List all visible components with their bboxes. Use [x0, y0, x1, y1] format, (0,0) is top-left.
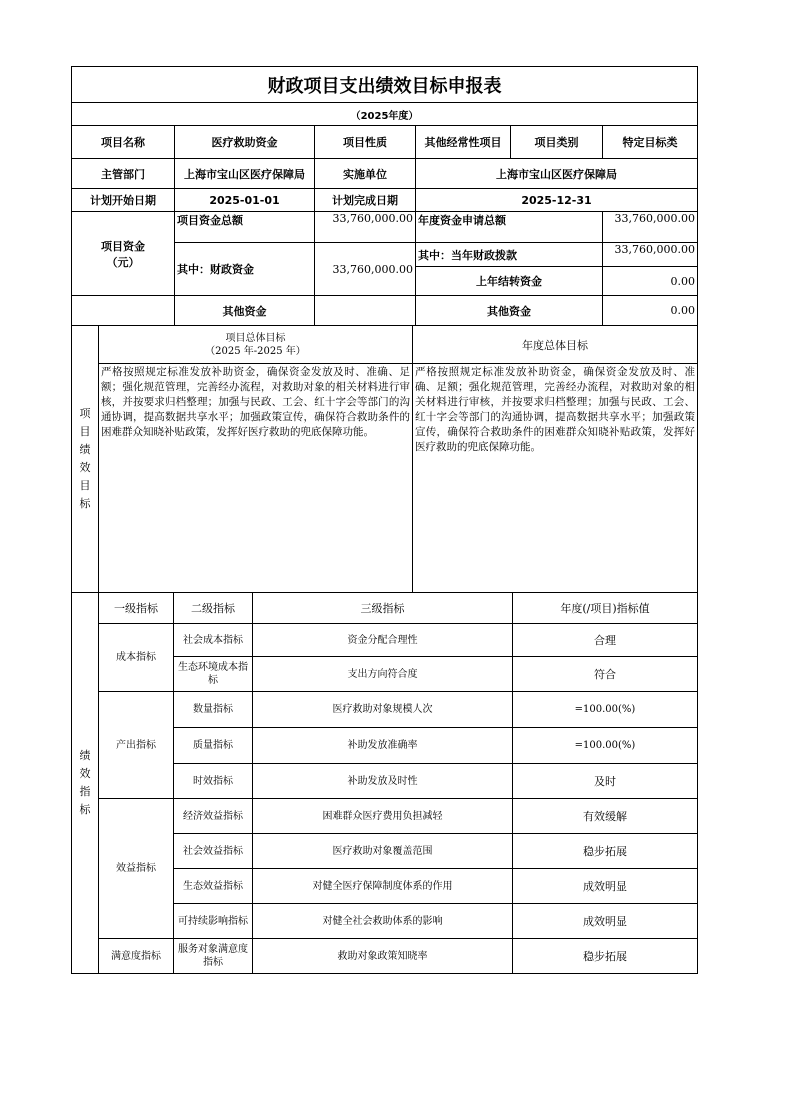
row-level3: 补助发放及时性	[253, 764, 513, 799]
header-level3: 三级指标	[253, 593, 513, 624]
project-name-value: 医疗救助资金	[175, 126, 315, 159]
goals-table	[71, 325, 698, 593]
other-funds-label: 其他资金	[175, 296, 315, 326]
overall-goal-period: （2025 年-2025 年）	[205, 345, 306, 357]
start-date-label: 计划开始日期	[72, 189, 175, 212]
row-level2: 生态环境成本指标	[174, 657, 253, 692]
overall-goal-text: 严格按照规定标准发放补助资金，确保资金发放及时、准确、足额；强化规范管理，完善经办流程，对救助对象的相关材料进行审核，并按要求归档整理；加强与民政、工会、红十字会等部门的沟通协调，提高数据共享水平；加强政策宣传，确保符合救助条件的困难群众知晓补贴政策，发挥好医疗救助的兜底保障功能。	[99, 364, 413, 593]
row-level3: 对健全医疗保障制度体系的作用	[253, 869, 513, 904]
annual-funds-label: 年度资金申请总额	[416, 212, 603, 243]
row-value: =100.00(%)	[513, 728, 698, 764]
row-level2: 生态效益指标	[174, 869, 253, 904]
row-value: 符合	[513, 657, 698, 692]
end-date-value: 2025-12-31	[416, 189, 698, 212]
performance-form	[71, 66, 697, 974]
row-value: 稳步拓展	[513, 834, 698, 869]
row-level2: 数量指标	[174, 692, 253, 728]
goals-section-label: 项目绩效目标	[72, 326, 99, 593]
row-level2: 可持续影响指标	[174, 904, 253, 939]
group-satisfaction: 满意度指标	[99, 939, 174, 974]
row-level2: 社会效益指标	[174, 834, 253, 869]
current-allocation-label: 其中：当年财政拨款	[416, 243, 603, 267]
fiscal-funds-value: 33,760,000.00	[315, 243, 416, 296]
other-funds-label-2: 其他资金	[416, 296, 603, 326]
project-category-label: 项目类别	[511, 126, 603, 159]
dept-label: 主管部门	[72, 159, 175, 189]
row-level2: 质量指标	[174, 728, 253, 764]
impl-label: 实施单位	[315, 159, 416, 189]
project-name-label: 项目名称	[72, 126, 175, 159]
row-value: 稳步拓展	[513, 939, 698, 974]
funds-label-line1: 项目资金	[101, 239, 145, 253]
indicators-table	[71, 592, 698, 974]
header-level2: 二级指标	[174, 593, 253, 624]
impl-value: 上海市宝山区医疗保障局	[416, 159, 698, 189]
row-value: 合理	[513, 624, 698, 657]
annual-goal-header: 年度总体目标	[413, 326, 698, 364]
group-cost: 成本指标	[99, 624, 174, 692]
header-value: 年度(/项目)指标值	[513, 593, 698, 624]
row-level3: 资金分配合理性	[253, 624, 513, 657]
form-year: （2025年度）	[72, 103, 698, 126]
project-nature-value: 其他经常性项目	[416, 126, 511, 159]
project-category-value: 特定目标类	[603, 126, 698, 159]
other-funds-value: 0.00	[603, 296, 698, 326]
row-level2: 社会成本指标	[174, 624, 253, 657]
total-funds-value: 33,760,000.00	[315, 212, 416, 243]
funds-label	[72, 212, 175, 296]
row-value: 成效明显	[513, 904, 698, 939]
row-level2: 经济效益指标	[174, 799, 253, 834]
group-benefit: 效益指标	[99, 799, 174, 939]
row-value: =100.00(%)	[513, 692, 698, 728]
row-level3: 支出方向符合度	[253, 657, 513, 692]
info-table	[71, 66, 698, 326]
funds-label-line2: （元）	[106, 255, 140, 269]
project-nature-label: 项目性质	[315, 126, 416, 159]
row-value: 成效明显	[513, 869, 698, 904]
row-level3: 医疗救助对象规模人次	[253, 692, 513, 728]
form-title: 财政项目支出绩效目标申报表	[72, 67, 698, 103]
row-level2: 服务对象满意度指标	[174, 939, 253, 974]
group-output: 产出指标	[99, 692, 174, 799]
annual-funds-value: 33,760,000.00	[603, 212, 698, 243]
row-value: 及时	[513, 764, 698, 799]
row-level3: 医疗救助对象覆盖范围	[253, 834, 513, 869]
overall-goal-title: 项目总体目标	[225, 332, 286, 344]
row-level3: 补助发放准确率	[253, 728, 513, 764]
row-level3: 困难群众医疗费用负担减轻	[253, 799, 513, 834]
total-funds-label: 项目资金总额	[175, 212, 315, 243]
carry-over-value: 0.00	[603, 267, 698, 296]
end-date-label: 计划完成日期	[315, 189, 416, 212]
fiscal-funds-label: 其中：财政资金	[175, 243, 315, 296]
start-date-value: 2025-01-01	[175, 189, 315, 212]
dept-value: 上海市宝山区医疗保障局	[175, 159, 315, 189]
carry-over-label: 上年结转资金	[416, 267, 603, 296]
current-allocation-value: 33,760,000.00	[603, 243, 698, 267]
row-value: 有效缓解	[513, 799, 698, 834]
row-level2: 时效指标	[174, 764, 253, 799]
overall-goal-header	[99, 326, 413, 364]
row-level3: 对健全社会救助体系的影响	[253, 904, 513, 939]
row-level3: 救助对象政策知晓率	[253, 939, 513, 974]
annual-goal-text: 严格按照规定标准发放补助资金，确保资金发放及时、准确、足额；强化规范管理，完善经办流程，对救助对象的相关材料进行审核，并按要求归档整理；加强与民政、工会、红十字会等部门的沟通协调，提高数据共享水平；加强政策宣传，确保符合救助条件的困难群众知晓补贴政策，发挥好医疗救助的兜底保障功能。	[413, 364, 698, 593]
header-level1: 一级指标	[99, 593, 174, 624]
indicators-section-label: 绩效指标	[72, 593, 99, 974]
